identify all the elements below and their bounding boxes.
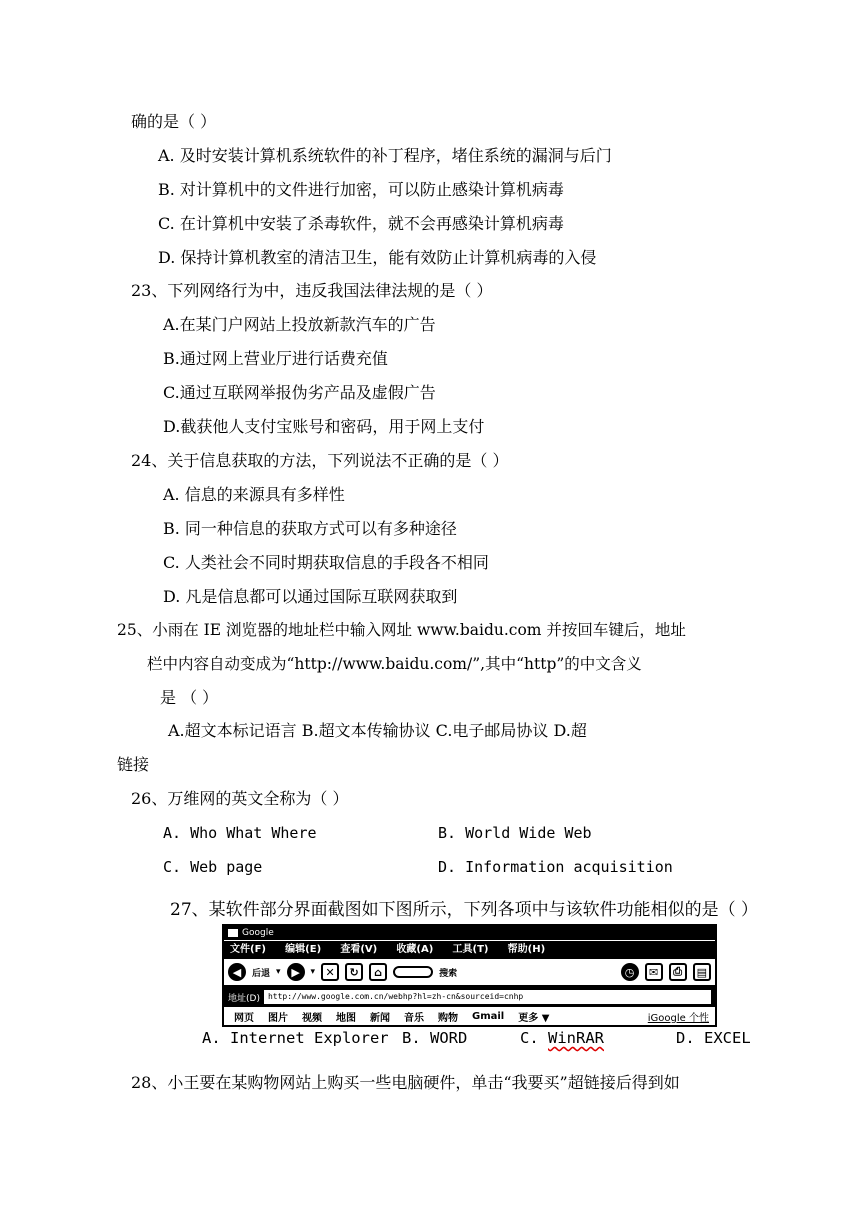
figure-link-news: 新闻 [370,1012,390,1024]
refresh-icon: ↻ [345,963,363,981]
q24-option-d: D. 凡是信息都可以通过国际互联网获取到 [163,587,458,606]
dropdown-arrow-icon-2: ▾ [310,967,316,977]
figure-window-title: Google [242,928,274,938]
stop-icon: ✕ [321,963,339,981]
q23-option-b: B.通过网上营业厅进行话费充值 [163,349,388,368]
q22-stem-end: 确的是（ ） [131,112,217,131]
figure-title-bar [224,926,715,940]
figure-address-bar [224,987,715,1007]
figure-link-web: 网页 [234,1012,254,1024]
figure-link-images: 图片 [268,1012,288,1024]
figure-menu-view: 查看(V) [340,944,378,955]
q27-option-d: D. EXCEL [676,1029,751,1047]
browser-screenshot-figure [222,924,717,1027]
q24-option-c: C. 人类社会不同时期获取信息的手段各不相同 [163,553,489,572]
figure-search-label: 搜索 [439,968,458,979]
print-icon: ⎙ [669,963,687,981]
q27-option-c-prefix: C. [520,1029,548,1047]
figure-back-label: 后退 [252,968,271,979]
figure-menu-tools: 工具(T) [452,944,489,955]
figure-link-gmail: Gmail [472,1010,505,1022]
mail-icon: ✉ [645,963,663,981]
figure-menu-help: 帮助(H) [507,944,546,955]
q26-option-d: D. Information acquisition [438,858,673,876]
figure-address-label: 地址(D) [228,993,260,1004]
q25-stem-1: 25、小雨在 IE 浏览器的地址栏中输入网址 www.baidu.com 并按回车键后，地址 [117,621,686,639]
q27-option-a: A. Internet Explorer [202,1029,389,1047]
figure-menu-edit: 编辑(E) [285,944,322,955]
q22-option-b: B. 对计算机中的文件进行加密，可以防止感染计算机病毒 [158,180,564,199]
q22-option-a: A. 及时安装计算机系统软件的补丁程序，堵住系统的漏洞与后门 [158,146,612,165]
q24-option-a: A. 信息的来源具有多样性 [163,485,345,504]
q25-stem-2: 栏中内容自动变成为“http://www.baidu.com/”,其中“http”的中文含义 [147,655,642,673]
figure-menu-file: 文件(F) [230,944,266,955]
q23-option-d: D.截获他人支付宝账号和密码，用于网上支付 [163,417,485,436]
q22-option-c: C. 在计算机中安装了杀毒软件，就不会再感染计算机病毒 [158,214,564,233]
window-icon [228,929,238,937]
q25-options: A.超文本标记语言 B.超文本传输协议 C.电子邮局协议 D.超 [168,721,587,740]
figure-links-bar [224,1007,715,1025]
dropdown-arrow-icon: ▾ [276,967,281,977]
figure-link-shopping: 购物 [438,1012,458,1024]
figure-menu-favorites: 收藏(A) [396,944,434,955]
back-arrow-icon: ◀ [228,963,246,981]
q28-stem: 28、小王要在某购物网站上购买一些电脑硬件，单击“我要买”超链接后得到如 [131,1073,680,1092]
search-pill-icon [393,966,433,978]
q26-stem: 26、万维网的英文全称为（ ） [131,789,349,808]
figure-link-more: 更多 ▼ [518,1012,550,1024]
q23-stem: 23、下列网络行为中，违反我国法律法规的是（ ） [131,281,493,300]
home-icon: ⌂ [369,963,387,981]
q27-stem: 27、某软件部分界面截图如下图所示，下列各项中与该软件功能相似的是（ ） [170,900,759,920]
q27-option-c [520,1028,604,1048]
figure-toolbar [224,959,715,987]
figure-link-maps: 地图 [336,1012,356,1024]
q25-stem-3: 是 （ ） [160,688,219,707]
q27-option-b: B. WORD [402,1029,468,1047]
figure-link-music: 音乐 [404,1012,424,1024]
history-icon: ◷ [621,963,639,981]
forward-arrow-icon: ▶ [287,963,305,981]
q24-stem: 24、关于信息获取的方法，下列说法不正确的是（ ） [131,451,509,470]
q26-option-c: C. Web page [163,858,263,876]
q26-option-a: A. Who What Where [163,824,317,842]
q26-option-b: B. World Wide Web [438,824,592,842]
q24-option-b: B. 同一种信息的获取方式可以有多种途径 [163,519,457,538]
q27-option-c-word: WinRAR [548,1029,604,1047]
q23-option-a: A.在某门户网站上投放新款汽车的广告 [163,315,436,334]
figure-address-value: http://www.google.com.cn/webhp?hl=zh-cn&sourceid=cnhp [264,990,711,1004]
q22-option-d: D. 保持计算机教室的清洁卫生，能有效防止计算机病毒的入侵 [158,248,597,267]
figure-link-video: 视频 [302,1012,322,1024]
figure-link-igoogle: iGoogle 个性 [647,1012,709,1024]
q25-options-wrap: 链接 [117,755,150,774]
figure-menu-bar [224,940,715,959]
q23-option-c: C.通过互联网举报伪劣产品及虚假广告 [163,383,436,402]
edit-icon: ▤ [693,963,711,981]
